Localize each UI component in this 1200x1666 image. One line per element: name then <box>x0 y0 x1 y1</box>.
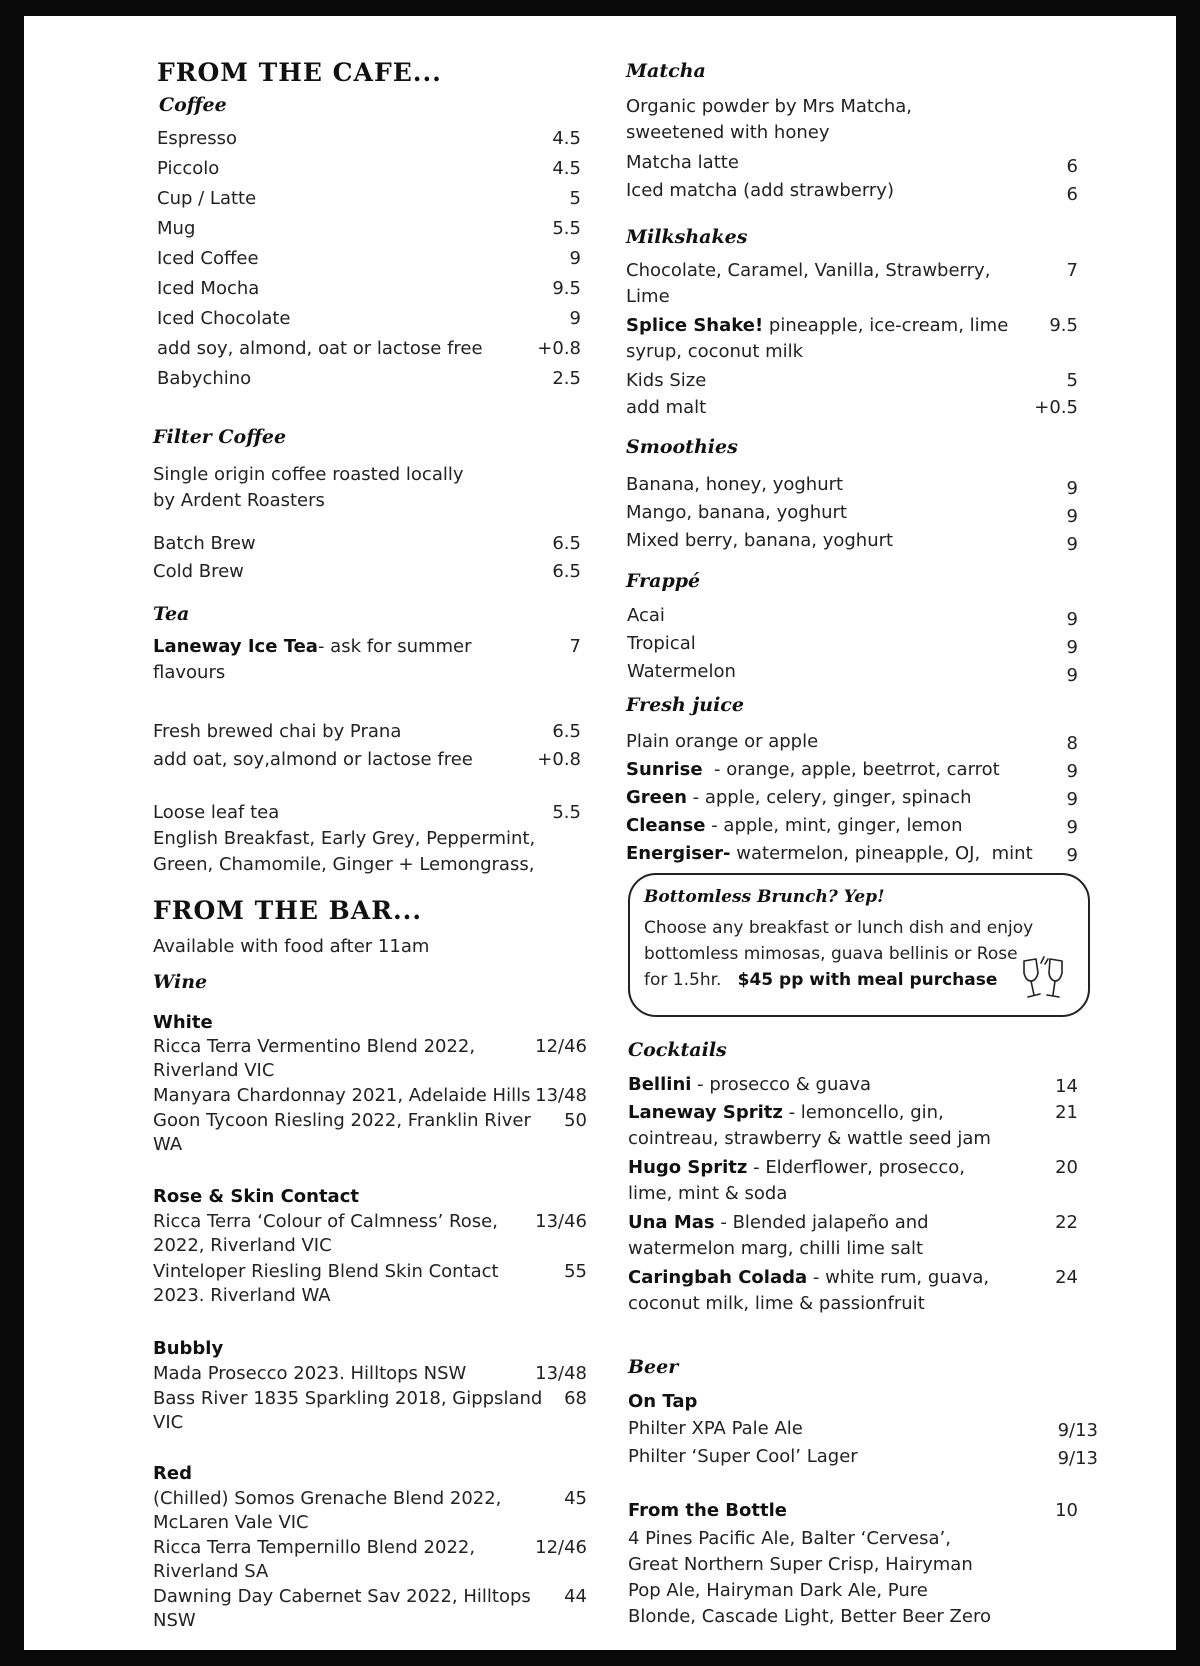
on-tap-label: On Tap <box>628 1391 698 1412</box>
list-item: Chocolate, Caramel, Vanilla, Strawberry, Lime 7 <box>626 260 1078 307</box>
list-item: (Chilled) Somos Grenache Blend 2022, McLaren Vale VIC 45 <box>153 1488 587 1533</box>
list-item: Una Mas - Blended jalapeño and watermelon marg, chilli lime salt 22 <box>628 1212 1078 1259</box>
matcha-heading: Matcha <box>626 60 706 82</box>
list-item: Goon Tycoon Riesling 2022, Franklin River WA 50 <box>153 1110 587 1155</box>
fresh-juice-heading: Fresh juice <box>626 694 744 716</box>
matcha-description: Organic powder by Mrs Matcha, sweetened with honey <box>626 96 913 143</box>
bottomless-brunch-title: Bottomless Brunch? Yep! <box>644 887 885 907</box>
bottomless-brunch-text: Choose any breakfast or lunch dish and enjoy bottomless mimosas, guava bellinis or Rose for 1.5hr. $45 pp with meal purchase <box>644 918 1034 990</box>
list-item: Dawning Day Cabernet Sav 2022, Hilltops NSW 44 <box>153 1586 587 1631</box>
rose-wine-label: Rose & Skin Contact <box>153 1186 359 1207</box>
red-wine-label: Red <box>153 1463 192 1484</box>
list-item: Ricca Terra Tempernillo Blend 2022, Riverland SA 12/46 <box>153 1537 587 1582</box>
list-item: Ricca Terra Vermentino Blend 2022, Riverland VIC 12/46 <box>153 1036 587 1081</box>
bar-subtitle: Available with food after 11am <box>153 936 430 957</box>
bottomless-brunch-box <box>628 873 1090 1017</box>
smoothies-heading: Smoothies <box>626 436 738 458</box>
list-item: Laneway Ice Tea- ask for summer flavours 7 <box>153 636 581 683</box>
coffee-heading: Coffee <box>159 94 227 116</box>
list-item: Ricca Terra ‘Colour of Calmness’ Rose, 2022, Riverland VIC 13/46 <box>153 1211 587 1256</box>
cafe-section-title: FROM THE CAFE... <box>157 58 442 87</box>
wine-heading: Wine <box>153 971 208 993</box>
list-item: Vinteloper Riesling Blend Skin Contact 2023. Riverland WA 55 <box>153 1261 587 1306</box>
menu-page: FROM THE CAFE... Coffee Espresso 4.5 Piccolo 4.5 Cup / Latte 5 Mug 5.5 Iced Coffee 9 Iced Mocha 9.5 Iced Chocolate 9 add soy, almond, oat or lactose free +0.8 Babychino 2.5 Filter Coffee Single origin coffee roasted locally by Ardent Roasters Batch Brew 6.5 Cold Brew 6.5 Tea Laneway Ice Tea- ask for summer flavours 7 Fresh brewed chai by Prana 6.5 add oat, soy,almond or lactose free +0.8 Loose leaf tea English Breakfast, Early Grey, Peppermint, Green, Chamomile, Ginger + Lemongrass, 5.5 FROM THE BAR... Available with food after 11am Wine White Ricca Terra Vermentino Blend 2022, Riverland VIC 12/46 Manyara Chardonnay 2021, Adelaide Hills 13/48 Goon Tycoon Riesling 2022, Franklin River WA 50 Rose & Skin Contact Ricca Terra ‘Colour of Calmness’ Rose, 2022, Riverland VIC 13/46 Vinteloper Riesling Blend Skin Contact 2023. Riverland WA 55 Bubbly Mada Prosecco 2023. Hilltops NSW 13/48 Bass River 1835 Sparkling 2018, Gippsland VIC 68 Red (Chilled) Somos Grenache Blend 2022, McLaren Vale VIC 45 Ricca Terra Tempernillo Blend 2022, Riverland SA 12/46 Dawning Day Cabernet Sav 2022, Hilltops NSW 44 Matcha Organic powder by Mrs Matcha, sweetened with honey Matcha latte 6 Iced matcha (add strawberry) 6 Milkshakes Chocolate, Caramel, Vanilla, Strawberry, Lime 7 Splice Shake! pineapple, ice-cream, lime syrup, coconut milk 9.5 Kids Size 5 add malt +0.5 Smoothies Banana, honey, yoghurt 9 Mango, banana, yoghurt 9 Mixed berry, banana, yoghurt 9 Frappé Acai 9 Tropical 9 Watermelon 9 Fresh juice Plain orange or apple 8 Sunrise - orange, apple, beetrrot, carrot 9 Green - apple, celery, ginger, spinach 9 Cleanse - apple, mint, ginger, lemon 9 Energiser- watermelon, pineapple, OJ, mint 9 Bottomless Brunch? Yep! Choose any breakfast or lunch dish and enjoy bottomless mimosas, guava bellinis or Rose for 1.5hr. $45 pp with meal purchase Cocktails Bellini - prosecco & guava 14 Laneway Spritz - lemoncello, gin, cointreau, strawberry & wattle seed jam 21 Hugo Spritz - Elderflower, prosecco, lime, mint & soda 20 Una Mas - Blended jalapeño and watermelon marg, chilli lime salt 22 Caringbah Colada - white rum, guava, coconut milk, lime & passionfruit 24 Beer On Tap Philter XPA Pale Ale 9/13 Philter ‘Super Cool’ Lager 9/13 From the Bottle 10 4 Pines Pacific Ale, Balter ‘Cervesa’, Great Northern Super Crisp, Hairyman Pop Ale, Hairyman Dark Ale, Pure Blonde, Cascade Light, Better Beer Zero <box>24 16 1176 1650</box>
list-item: Splice Shake! pineapple, ice-cream, lime syrup, coconut milk 9.5 <box>626 315 1078 362</box>
white-wine-label: White <box>153 1012 213 1033</box>
bar-section-title: FROM THE BAR... <box>153 896 423 925</box>
frappe-heading: Frappé <box>626 570 701 592</box>
list-item: Loose leaf tea English Breakfast, Early Grey, Peppermint, Green, Chamomile, Ginger + Lemongrass, 5.5 <box>153 802 581 875</box>
champagne-glasses-icon <box>1014 955 1074 1005</box>
tea-heading: Tea <box>153 603 190 625</box>
from-the-bottle-price: 10 <box>1055 1500 1078 1521</box>
list-item: Caringbah Colada - white rum, guava, coconut milk, lime & passionfruit 24 <box>628 1267 1078 1314</box>
cocktails-heading: Cocktails <box>628 1039 727 1061</box>
list-item: Laneway Spritz - lemoncello, gin, cointreau, strawberry & wattle seed jam 21 <box>628 1102 1078 1149</box>
bottle-beer-list: 4 Pines Pacific Ale, Balter ‘Cervesa’, Great Northern Super Crisp, Hairyman Pop Ale, Hairyman Dark Ale, Pure Blonde, Cascade Light, Better Beer Zero <box>628 1528 991 1627</box>
list-item: Hugo Spritz - Elderflower, prosecco, lime, mint & soda 20 <box>628 1157 1078 1204</box>
milkshakes-heading: Milkshakes <box>626 226 748 248</box>
bubbly-wine-label: Bubbly <box>153 1338 224 1359</box>
beer-heading: Beer <box>628 1356 679 1378</box>
list-item: Bass River 1835 Sparkling 2018, Gippsland VIC 68 <box>153 1388 587 1433</box>
filter-coffee-heading: Filter Coffee <box>153 426 287 448</box>
filter-coffee-description: Single origin coffee roasted locally by Ardent Roasters <box>153 464 464 511</box>
from-the-bottle-label: From the Bottle <box>628 1500 787 1521</box>
